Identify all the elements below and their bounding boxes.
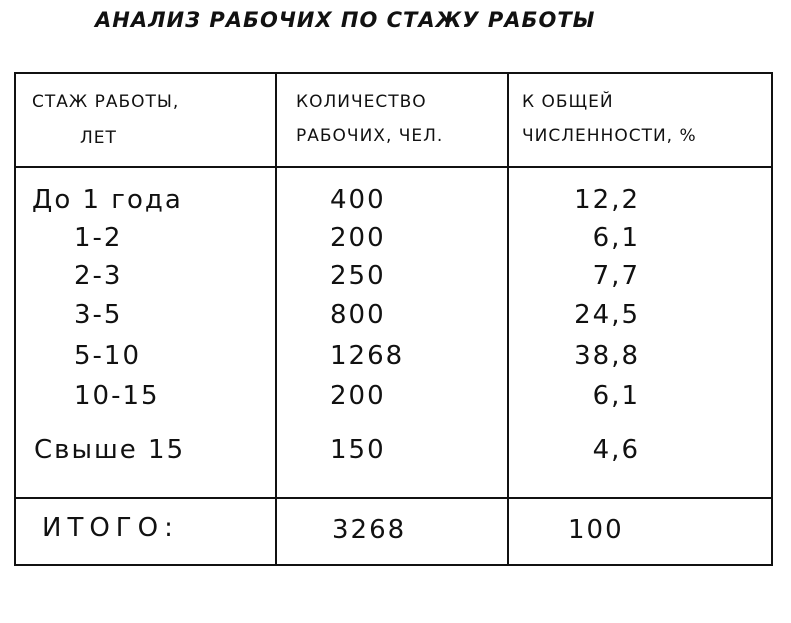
row-percent: 7,7 [592,261,640,291]
row-percent: 6,1 [592,223,640,253]
row-experience: 3-5 [74,300,123,330]
row-count: 150 [330,435,386,465]
row-percent: 24,5 [574,300,640,330]
document-title: АНАЛИЗ РАБОЧИХ ПО СТАЖУ РАБОТЫ [95,8,596,32]
header-count-line2: РАБОЧИХ, ЧЕЛ. [296,126,444,146]
total-percent: 100 [568,515,624,545]
row-count: 200 [330,381,386,411]
row-experience: 5-10 [74,341,142,371]
row-percent: 12,2 [574,185,640,215]
header-percent-line1: К ОБЩЕЙ [522,92,614,112]
row-count: 200 [330,223,386,253]
row-percent: 38,8 [574,341,640,371]
row-experience: 10-15 [74,381,160,411]
column-divider-2 [507,72,509,566]
row-experience: До 1 года [32,185,183,215]
row-experience: 1-2 [74,223,123,253]
row-percent: 6,1 [592,381,640,411]
row-count: 400 [330,185,386,215]
header-experience-line2: ЛЕТ [80,128,117,148]
total-divider [14,497,773,499]
header-divider [14,166,773,168]
row-experience: Свыше 15 [34,435,186,465]
total-label: ИТОГО: [42,513,179,543]
header-experience-line1: СТАЖ РАБОТЫ, [32,92,180,112]
row-count: 250 [330,261,386,291]
header-count-line1: КОЛИЧЕСТВО [296,92,427,112]
row-count: 800 [330,300,386,330]
column-divider-1 [275,72,277,566]
row-percent: 4,6 [592,435,640,465]
row-count: 1268 [330,341,405,371]
header-percent-line2: ЧИСЛЕННОСТИ, % [522,126,697,146]
row-experience: 2-3 [74,261,123,291]
total-count: 3268 [332,515,407,545]
